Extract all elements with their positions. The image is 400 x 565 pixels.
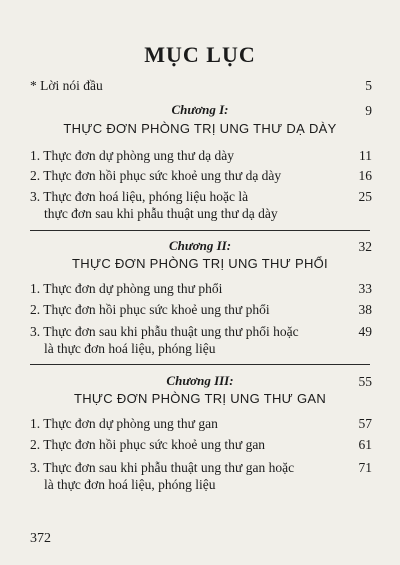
chapter-3-item-3-page: 71 bbox=[358, 460, 372, 475]
chapter-3-name: THỰC ĐƠN PHÒNG TRỊ UNG THƯ GAN bbox=[73, 391, 327, 406]
chapter-1-name: THỰC ĐƠN PHÒNG TRỊ UNG THƯ DẠ DÀY bbox=[63, 121, 337, 136]
preface-label: * Lời nói đầu bbox=[30, 78, 103, 93]
chapter-1-label: Chương I: bbox=[171, 102, 229, 117]
chapter-3-label: Chương III: bbox=[166, 373, 234, 388]
chapter-3-item-3-line-2: là thực đơn hoá liệu, phóng liệu bbox=[44, 477, 216, 492]
chapter-3-item-2-page: 61 bbox=[358, 437, 372, 452]
chapter-1-item-1-page: 11 bbox=[359, 148, 372, 163]
chapter-3-item-1: 1. Thực đơn dự phòng ung thư gan bbox=[30, 416, 218, 431]
chapter-2-item-3-line-1: 3. Thực đơn sau khi phẫu thuật ung thư phổi hoặc bbox=[30, 324, 299, 339]
chapter-3-item-3-line-1: 3. Thực đơn sau khi phẫu thuật ung thư gan hoặc bbox=[30, 460, 295, 475]
chapter-1-item-3-line-2: thực đơn sau khi phẫu thuật ung thư dạ dày bbox=[44, 206, 278, 221]
chapter-2-item-1: 1. Thực đơn dự phòng ung thư phổi bbox=[30, 281, 223, 296]
chapter-2-item-2: 2. Thực đơn hồi phục sức khoẻ ung thư phổi bbox=[30, 302, 270, 317]
chapter-2-label: Chương II: bbox=[168, 238, 232, 253]
chapter-2-name: THỰC ĐƠN PHÒNG TRỊ UNG THƯ PHỔI bbox=[72, 256, 328, 271]
chapter-1-item-3-line-1: 3. Thực đơn hoá liệu, phóng liệu hoặc là bbox=[30, 189, 249, 204]
separator bbox=[30, 364, 370, 365]
chapter-3-page: 55 bbox=[358, 374, 372, 389]
chapter-2-item-1-page: 33 bbox=[358, 281, 372, 296]
page-title: MỤC LỤC bbox=[144, 42, 256, 67]
chapter-1-item-2: 2. Thực đơn hồi phục sức khoẻ ung thư dạ dày bbox=[30, 168, 282, 183]
chapter-2-page: 32 bbox=[358, 239, 372, 254]
chapter-1-item-1: 1. Thực đơn dự phòng ung thư dạ dày bbox=[30, 148, 234, 163]
chapter-1-item-2-page: 16 bbox=[358, 168, 372, 183]
chapter-1-item-3-page: 25 bbox=[358, 189, 372, 204]
chapter-2-item-2-page: 38 bbox=[358, 302, 372, 317]
separator bbox=[30, 230, 370, 231]
chapter-3-item-1-page: 57 bbox=[358, 416, 372, 431]
chapter-1-page: 9 bbox=[365, 103, 372, 118]
preface-page: 5 bbox=[365, 78, 372, 93]
page-number: 372 bbox=[30, 531, 51, 546]
chapter-2-item-3-line-2: là thực đơn hoá liệu, phóng liệu bbox=[44, 341, 216, 356]
chapter-2-item-3-page: 49 bbox=[358, 324, 372, 339]
chapter-3-item-2: 2. Thực đơn hồi phục sức khoẻ ung thư gan bbox=[30, 437, 266, 452]
